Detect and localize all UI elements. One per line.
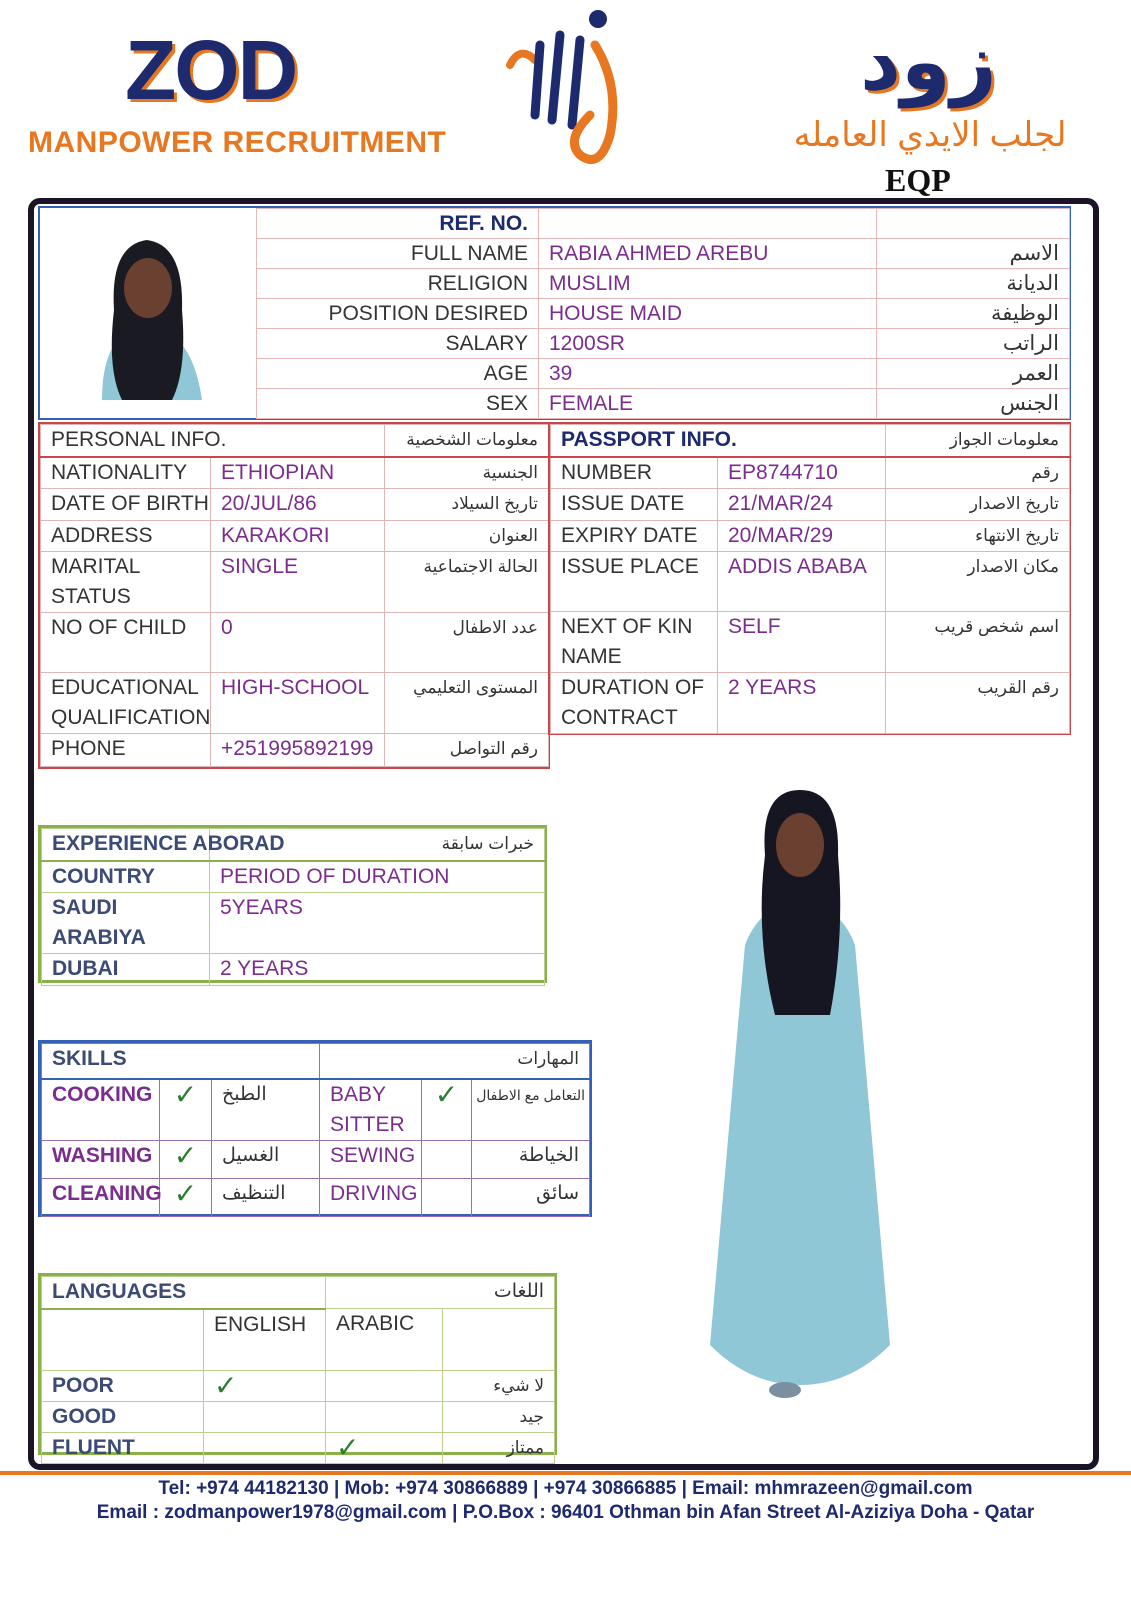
personal-info-table: [40, 424, 549, 767]
experience-country: SAUDI ARABIYA: [42, 892, 210, 953]
skill-driving-check-empty: [422, 1178, 472, 1216]
passport-row-expiry: [551, 520, 1070, 551]
position-ar: الوظيفة: [877, 299, 1070, 329]
check-icon: ✓: [204, 1371, 326, 1402]
skills-table: [41, 1043, 590, 1217]
personal-info-header: [41, 425, 549, 457]
dob-label: DATE OF BIRTH: [41, 488, 211, 520]
languages-title: LANGUAGES: [42, 1277, 326, 1309]
language-level-row: [42, 1433, 555, 1464]
religion-ar: الديانة: [877, 269, 1070, 299]
profile-row-salary: [257, 329, 1070, 359]
language-level-good-ar: جيد: [443, 1402, 555, 1433]
personal-info-section: [38, 422, 550, 769]
profile-row-sex: [257, 389, 1070, 419]
language-level-good: GOOD: [42, 1402, 204, 1433]
skill-row: [42, 1140, 590, 1178]
profile-row-position: [257, 299, 1070, 329]
expiry-date-ar: تاريخ الانتهاء: [886, 520, 1070, 551]
phone-label: PHONE: [41, 733, 211, 766]
profile-row-name: [257, 239, 1070, 269]
check-icon: ✓: [160, 1178, 212, 1216]
dob-value: 20/JUL/86: [211, 488, 385, 520]
ref-no-ar: [877, 209, 1070, 239]
marital-value: SINGLE: [211, 551, 385, 612]
experience-period: 5YEARS: [210, 892, 545, 953]
education-label: EDUCATIONAL QUALIFICATION: [41, 672, 211, 733]
experience-section: [38, 825, 547, 983]
languages-columns: [42, 1309, 555, 1371]
experience-country: DUBAI: [42, 953, 210, 985]
languages-title-ar: اللغات: [326, 1277, 555, 1309]
skill-cooking: COOKING: [42, 1079, 160, 1141]
skill-sewing-check-empty: [422, 1140, 472, 1178]
brand-subtitle-arabic: لجلب الايدي العامله: [793, 116, 1067, 154]
age-value: 39: [539, 359, 877, 389]
nationality-value: ETHIOPIAN: [211, 457, 385, 489]
personal-row-phone: [41, 733, 549, 766]
passport-info-title: PASSPORT INFO.: [551, 425, 886, 457]
brand-subtitle: MANPOWER RECRUITMENT: [28, 126, 447, 159]
experience-country-col: COUNTRY: [42, 861, 210, 893]
language-level-fluent-ar: ممتاز: [443, 1433, 555, 1464]
language-level-poor: POOR: [42, 1371, 204, 1402]
issue-place-ar: مكان الاصدار: [886, 551, 1070, 611]
skill-washing-ar: الغسيل: [212, 1140, 320, 1178]
profile-table: [256, 208, 1070, 419]
skill-sewing: SEWING: [320, 1140, 422, 1178]
children-value: 0: [211, 612, 385, 672]
profile-row-ref: [257, 209, 1070, 239]
experience-table: [41, 828, 545, 986]
footer-divider: [0, 1471, 1131, 1475]
personal-info-title: PERSONAL INFO.: [41, 425, 385, 457]
experience-row: [42, 953, 545, 985]
passport-number-ar: رقم: [886, 457, 1070, 489]
issue-place-value: ADDIS ABABA: [718, 551, 886, 611]
contract-ar: رقم القريب: [886, 672, 1070, 733]
children-ar: عدد الاطفال: [385, 612, 549, 672]
experience-columns: [42, 861, 545, 893]
nationality-ar: الجنسية: [385, 457, 549, 489]
language-level-row: [42, 1402, 555, 1433]
language-level-fluent: FLUENT: [42, 1433, 204, 1464]
religion-value: MUSLIM: [539, 269, 877, 299]
languages-empty-cell: [42, 1309, 204, 1371]
position-value: HOUSE MAID: [539, 299, 877, 329]
passport-row-next-of-kin: [551, 611, 1070, 672]
candidate-portrait-photo: [42, 210, 256, 416]
address-ar: العنوان: [385, 520, 549, 551]
religion-label: RELIGION: [257, 269, 539, 299]
skill-driving-ar: سائق: [472, 1178, 590, 1216]
ref-no-label: REF. NO.: [257, 209, 539, 239]
experience-row: [42, 892, 545, 953]
languages-table: [41, 1276, 555, 1464]
profile-row-age: [257, 359, 1070, 389]
experience-header: [42, 829, 545, 861]
skills-section: [38, 1040, 592, 1217]
issue-date-ar: تاريخ الاصدار: [886, 488, 1070, 520]
full-name-value: RABIA AHMED AREBU: [539, 239, 877, 269]
education-value: HIGH-SCHOOL: [211, 672, 385, 733]
skills-header: [42, 1044, 590, 1079]
salary-label: SALARY: [257, 329, 539, 359]
age-label: AGE: [257, 359, 539, 389]
company-logo-mark: [500, 5, 640, 175]
profile-section: [38, 206, 1071, 420]
personal-row-education: [41, 672, 549, 733]
language-arabic-col: ARABIC: [326, 1309, 443, 1371]
language-english-col: ENGLISH: [204, 1309, 326, 1371]
brand-logo-text: ZOD: [125, 23, 297, 117]
full-name-ar: الاسم: [877, 239, 1070, 269]
personal-row-dob: [41, 488, 549, 520]
passport-row-issue-place: [551, 551, 1070, 611]
skill-row: [42, 1178, 590, 1216]
footer-contact-line: Tel: +974 44182130 | Mob: +974 30866889 | +974 30866885 | Email: mhmrazeen@gmail.com: [158, 1478, 973, 1499]
next-of-kin-label: NEXT OF KIN NAME: [551, 611, 718, 672]
personal-row-address: [41, 520, 549, 551]
marital-label: MARITAL STATUS: [41, 551, 211, 612]
education-ar: المستوى التعليمي: [385, 672, 549, 733]
language-level-row: [42, 1371, 555, 1402]
phone-value: +251995892199: [211, 733, 385, 766]
ref-no-value: [539, 209, 877, 239]
passport-info-section: [548, 422, 1071, 735]
check-icon: ✓: [160, 1079, 212, 1141]
passport-row-issue-date: [551, 488, 1070, 520]
passport-number-label: NUMBER: [551, 457, 718, 489]
skill-driving: DRIVING: [320, 1178, 422, 1216]
languages-empty-cell: [443, 1309, 555, 1371]
passport-info-header: [551, 425, 1070, 457]
skill-washing: WASHING: [42, 1140, 160, 1178]
footer-address-line: Email : zodmanpower1978@gmail.com | P.O.Box : 96401 Othman bin Afan Street Al-Aziziya Doha - Qatar: [96, 1502, 1035, 1523]
check-icon: ✓: [160, 1140, 212, 1178]
contract-label: DURATION OF CONTRACT: [551, 672, 718, 733]
skill-cleaning: CLEANING: [42, 1178, 160, 1216]
issue-place-label: ISSUE PLACE: [551, 551, 718, 611]
expiry-date-label: EXPIRY DATE: [551, 520, 718, 551]
address-value: KARAKORI: [211, 520, 385, 551]
check-icon: ✓: [326, 1433, 443, 1464]
personal-row-children: [41, 612, 549, 672]
personal-row-marital: [41, 551, 549, 612]
address-label: ADDRESS: [41, 520, 211, 551]
skill-baby-sitter: BABY SITTER: [320, 1079, 422, 1141]
passport-row-contract: [551, 672, 1070, 733]
sex-value: FEMALE: [539, 389, 877, 419]
language-arabic-good-empty: [326, 1402, 443, 1433]
salary-value: 1200SR: [539, 329, 877, 359]
experience-title-ar: خبرات سابقة: [210, 829, 545, 861]
children-label: NO OF CHILD: [41, 612, 211, 672]
phone-ar: رقم التواصل: [385, 733, 549, 766]
profile-row-religion: [257, 269, 1070, 299]
language-arabic-poor-empty: [326, 1371, 443, 1402]
personal-info-title-ar: معلومات الشخصية: [385, 425, 549, 457]
salary-ar: الراتب: [877, 329, 1070, 359]
candidate-full-photo: [700, 785, 900, 1405]
contract-value: 2 YEARS: [718, 672, 886, 733]
personal-row-nationality: [41, 457, 549, 489]
brand-eqp: EQP: [885, 162, 951, 198]
next-of-kin-ar: اسم شخص قريب: [886, 611, 1070, 672]
position-label: POSITION DESIRED: [257, 299, 539, 329]
full-name-label: FULL NAME: [257, 239, 539, 269]
skills-title-ar: المهارات: [320, 1044, 590, 1079]
next-of-kin-value: SELF: [718, 611, 886, 672]
issue-date-value: 21/MAR/24: [718, 488, 886, 520]
brand-logo-arabic: زود: [860, 17, 997, 106]
language-english-fluent-empty: [204, 1433, 326, 1464]
marital-ar: الحالة الاجتماعية: [385, 551, 549, 612]
experience-period: 2 YEARS: [210, 953, 545, 985]
skills-title: SKILLS: [42, 1044, 320, 1079]
passport-info-table: [550, 424, 1070, 734]
nationality-label: NATIONALITY: [41, 457, 211, 489]
languages-section: [38, 1273, 557, 1463]
passport-info-title-ar: معلومات الجواز: [886, 425, 1070, 457]
issue-date-label: ISSUE DATE: [551, 488, 718, 520]
languages-header: [42, 1277, 555, 1309]
skill-sewing-ar: الخياطة: [472, 1140, 590, 1178]
language-level-poor-ar: لا شيء: [443, 1371, 555, 1402]
passport-row-number: [551, 457, 1070, 489]
dob-ar: تاريخ السيلاد: [385, 488, 549, 520]
sex-label: SEX: [257, 389, 539, 419]
skill-row: [42, 1079, 590, 1141]
skill-cleaning-ar: التنظيف: [212, 1178, 320, 1216]
passport-number-value: EP8744710: [718, 457, 886, 489]
experience-period-col: PERIOD OF DURATION: [210, 861, 545, 893]
skill-cooking-ar: الطبخ: [212, 1079, 320, 1141]
skill-baby-sitter-ar: التعامل مع الاطفال: [472, 1079, 590, 1141]
check-icon: ✓: [422, 1079, 472, 1141]
experience-title: EXPERIENCE ABORAD: [42, 829, 210, 861]
expiry-date-value: 20/MAR/29: [718, 520, 886, 551]
language-english-good-empty: [204, 1402, 326, 1433]
age-ar: العمر: [877, 359, 1070, 389]
sex-ar: الجنس: [877, 389, 1070, 419]
